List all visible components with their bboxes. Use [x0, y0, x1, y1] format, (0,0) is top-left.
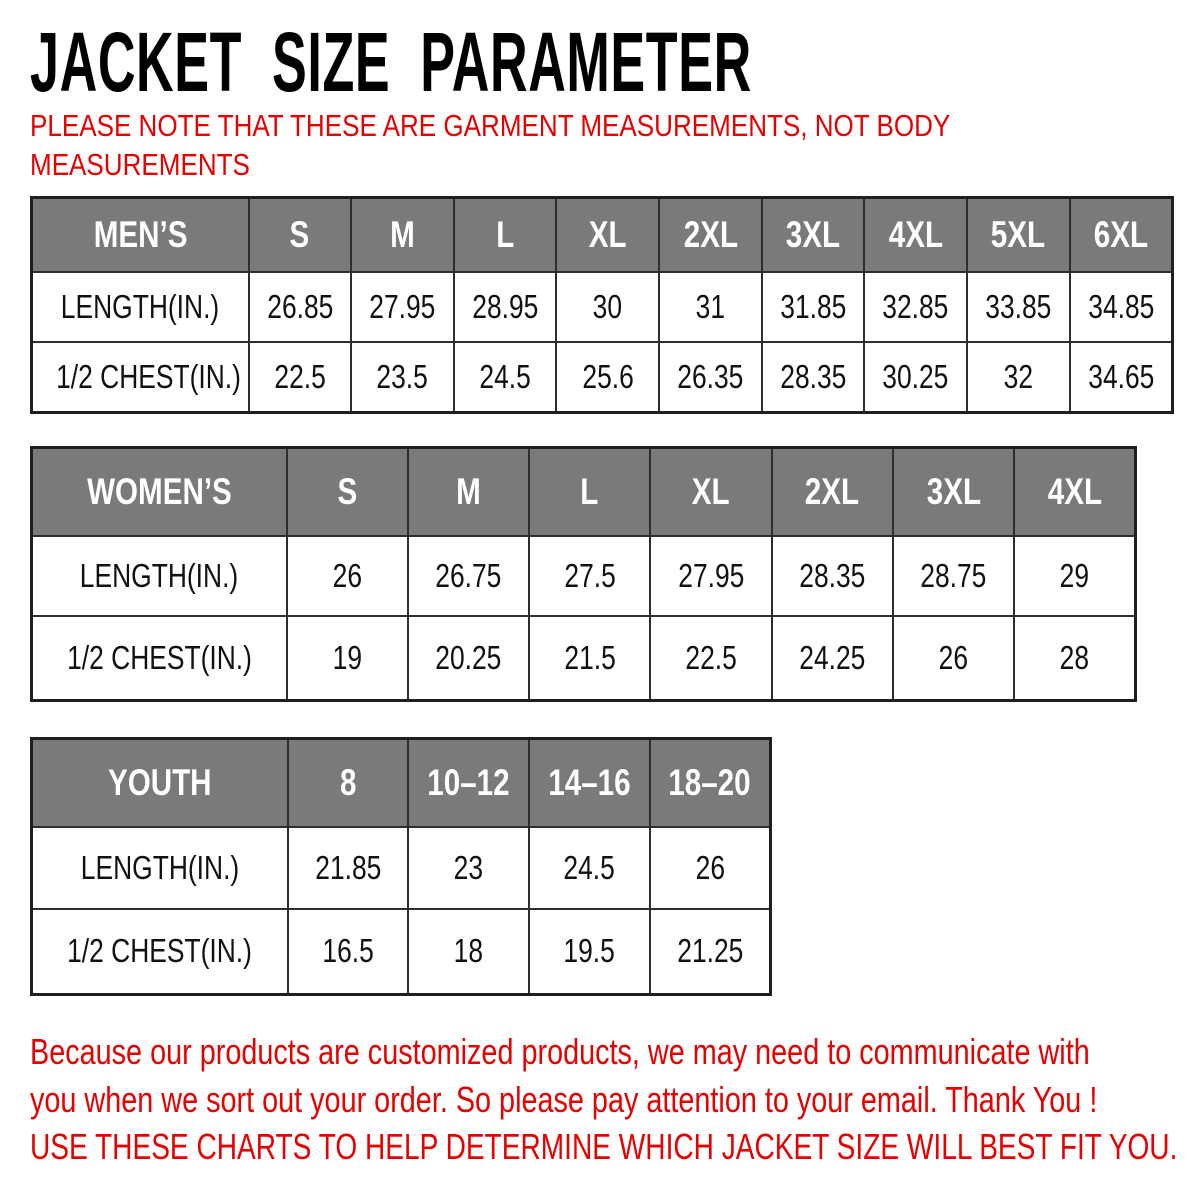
measurement-value-cell: 22.5: [650, 616, 771, 701]
measurement-value-cell: 23: [408, 827, 529, 909]
table-title: MEN’S: [93, 213, 188, 255]
size-column-header: 2XL: [772, 448, 893, 536]
measurement-row-label: 1/2 CHEST(IN.): [32, 909, 288, 995]
measurement-value-cell: 19.5: [529, 909, 650, 995]
measurement-value-cell: 27.95: [650, 536, 771, 616]
page-title: JACKET SIZE PARAMETER: [30, 15, 752, 109]
measurement-value-cell: 21.85: [288, 827, 409, 909]
customization-notice: Because our products are customized products, we may need to communicate with you when we sort out your order. So please pay attention to your email. Thank You !: [30, 1031, 1098, 1120]
measurement-value-cell: 19: [287, 616, 408, 701]
measurement-value-cell: 18: [408, 909, 529, 995]
measurement-value-cell: 31.85: [762, 272, 865, 342]
measurement-value-cell: 26.35: [659, 342, 762, 413]
size-column-header: 5XL: [967, 198, 1070, 272]
measurement-value-cell: 29: [1014, 536, 1135, 616]
measurement-row-label: LENGTH(IN.): [32, 272, 249, 342]
size-column-header: 8: [288, 739, 409, 827]
mens-size-table: [30, 196, 1174, 414]
size-column-header: 18–20: [650, 739, 771, 827]
measurement-value-cell: 32: [967, 342, 1070, 413]
measurement-value-cell: 20.25: [408, 616, 529, 701]
table-title-cell: [32, 448, 287, 536]
garment-measurement-note: PLEASE NOTE THAT THESE ARE GARMENT MEASUREMENTS, NOT BODY MEASUREMENTS: [30, 108, 950, 182]
table-title: WOMEN’S: [86, 470, 232, 512]
size-column-header: 2XL: [659, 198, 762, 272]
measurement-value-cell: 16.5: [288, 909, 409, 995]
measurement-value-cell: 24.5: [529, 827, 650, 909]
measurement-value-cell: 28.75: [893, 536, 1014, 616]
measurement-value-cell: 26: [893, 616, 1014, 701]
measurement-value-cell: 34.85: [1070, 272, 1173, 342]
measurement-value-cell: 30.25: [864, 342, 967, 413]
table-row: [32, 909, 771, 995]
table-title-cell: [32, 739, 288, 827]
measurement-value-cell: 28: [1014, 616, 1135, 701]
size-column-header: L: [454, 198, 557, 272]
measurement-value-cell: 21.5: [529, 616, 650, 701]
measurement-value-cell: 26: [650, 827, 771, 909]
measurement-value-cell: 21.25: [650, 909, 771, 995]
measurement-value-cell: 26.75: [408, 536, 529, 616]
table-row: [32, 272, 1173, 342]
measurement-row-label: LENGTH(IN.): [32, 536, 287, 616]
measurement-value-cell: 33.85: [967, 272, 1070, 342]
table-row: [32, 342, 1173, 413]
measurement-row-label: LENGTH(IN.): [32, 827, 288, 909]
measurement-value-cell: 27.5: [529, 536, 650, 616]
measurement-value-cell: 26.85: [249, 272, 352, 342]
size-column-header: S: [249, 198, 352, 272]
table-row: [32, 536, 1136, 616]
womens-size-table: [30, 446, 1137, 702]
size-column-header: XL: [556, 198, 659, 272]
measurement-value-cell: 30: [556, 272, 659, 342]
size-column-header: 4XL: [1014, 448, 1135, 536]
table-row: [32, 616, 1136, 701]
table-title: YOUTH: [107, 761, 212, 803]
measurement-value-cell: 22.5: [249, 342, 352, 413]
measurement-value-cell: 27.95: [351, 272, 454, 342]
measurement-value-cell: 28.35: [772, 536, 893, 616]
table-header-row: [32, 448, 1136, 536]
size-column-header: XL: [650, 448, 771, 536]
size-column-header: 10–12: [408, 739, 529, 827]
table-header-row: [32, 739, 771, 827]
table-title-cell: [32, 198, 249, 272]
size-column-header: S: [287, 448, 408, 536]
measurement-value-cell: 32.85: [864, 272, 967, 342]
measurement-value-cell: 34.65: [1070, 342, 1173, 413]
measurement-value-cell: 28.95: [454, 272, 557, 342]
measurement-value-cell: 24.25: [772, 616, 893, 701]
table-header-row: [32, 198, 1173, 272]
measurement-value-cell: 24.5: [454, 342, 557, 413]
size-column-header: L: [529, 448, 650, 536]
table-row: [32, 827, 771, 909]
measurement-value-cell: 25.6: [556, 342, 659, 413]
size-column-header: M: [351, 198, 454, 272]
measurement-value-cell: 23.5: [351, 342, 454, 413]
measurement-value-cell: 26: [287, 536, 408, 616]
size-column-header: 3XL: [893, 448, 1014, 536]
size-column-header: 6XL: [1070, 198, 1173, 272]
size-column-header: 14–16: [529, 739, 650, 827]
size-column-header: M: [408, 448, 529, 536]
measurement-row-label: 1/2 CHEST(IN.): [32, 342, 249, 413]
measurement-value-cell: 28.35: [762, 342, 865, 413]
measurement-value-cell: 31: [659, 272, 762, 342]
size-column-header: 3XL: [762, 198, 865, 272]
size-column-header: 4XL: [864, 198, 967, 272]
measurement-row-label: 1/2 CHEST(IN.): [32, 616, 287, 701]
youth-size-table: [30, 737, 772, 996]
chart-usage-note: USE THESE CHARTS TO HELP DETERMINE WHICH JACKET SIZE WILL BEST FIT YOU.: [30, 1126, 1178, 1167]
